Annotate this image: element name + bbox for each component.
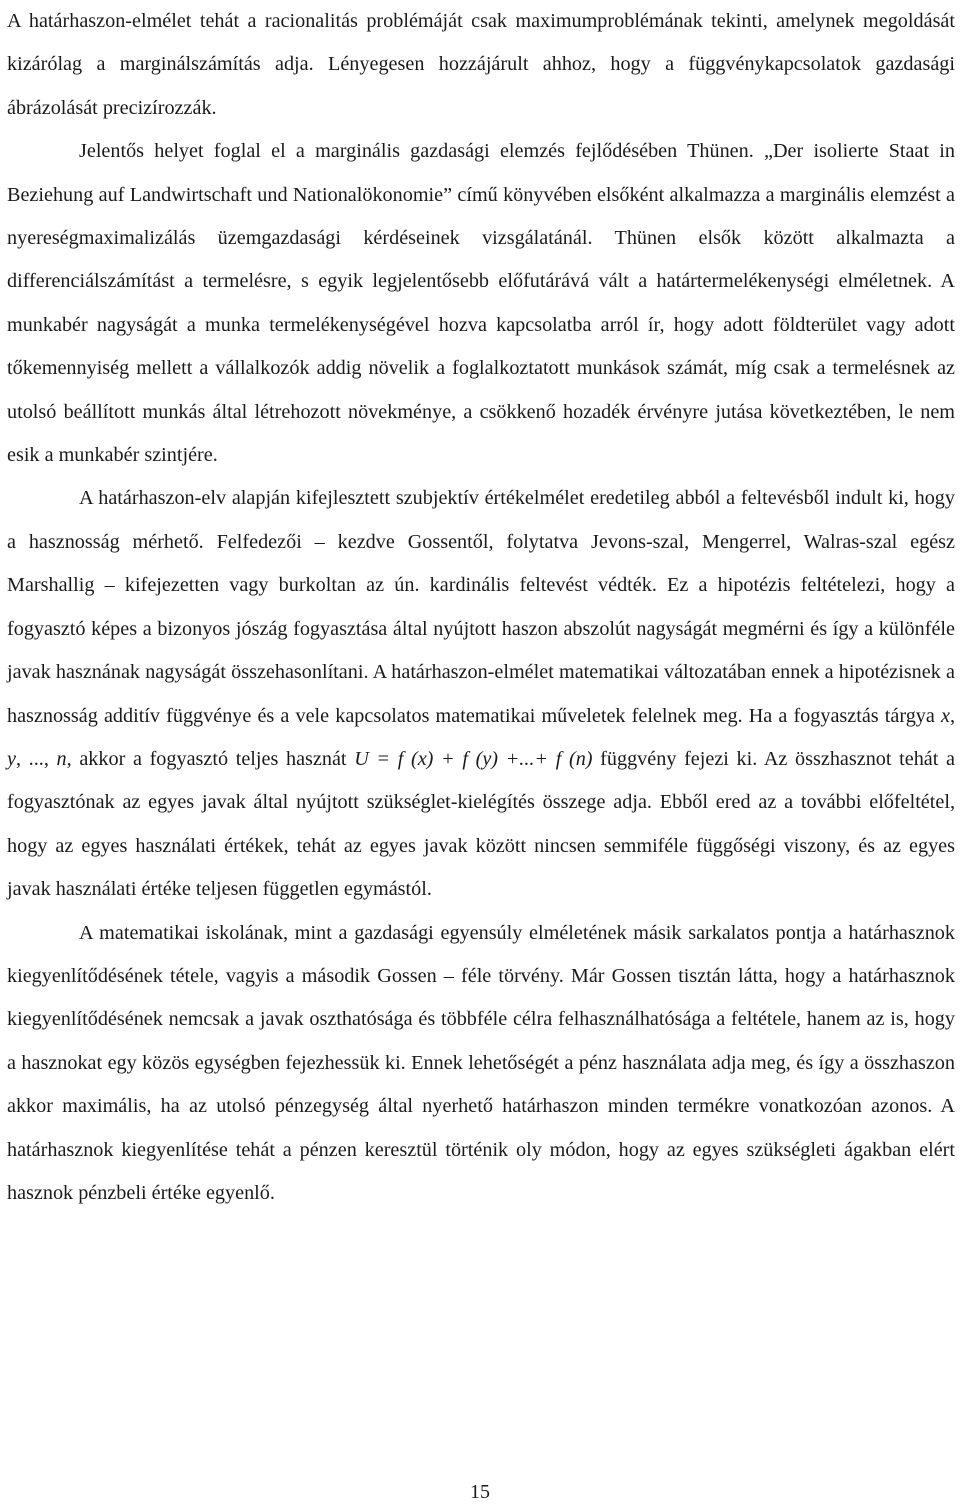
paragraph-text: ,	[949, 704, 955, 727]
math-text: y	[7, 747, 16, 770]
paragraph	[7, 912, 955, 1216]
paragraph	[7, 0, 955, 130]
math-text: U = f (x) + f (y) +...+ f (n)	[354, 747, 593, 770]
paragraph-text: függvény fejezi ki. Az összhasznot tehát a fogyasztónak az egyes javak által nyújtott szükséglet-kielégítés összege adja. Ebből ered az a további előfeltétel, hogy az egyes használati értékek, tehát az egyes javak között nincsen semmiféle függőségi viszony, és az egyes javak használati értéke teljesen független egymástól.	[7, 747, 956, 901]
document-body	[7, 0, 955, 1215]
paragraph-text: A határhaszon-elv alapján kifejlesztett szubjektív értékelmélet eredetileg abból a feltevésből indult ki, hogy a hasznosság mérhető. Felfedezői – kezdve Gossentől, folytatva Jevons-szal, Mengerrel, Walras-szal egész Marshallig – kifejezetten vagy burkoltan az ún. kardinális feltevést védték. Ez a hipotézis feltételezi, hogy a fogyasztó képes a bizonyos jószág fogyasztása által nyújtott haszon abszolút nagyságát megmérni és így a különféle javak hasznának nagyságát összehasonlítani. A határhaszon-elmélet matematikai változatában ennek a hipotézisnek a hasznosság additív függvénye és a vele kapcsolatos matematikai műveletek felelnek meg. Ha a fogyasztás tárgya	[7, 487, 955, 727]
paragraph-text: , ...,	[15, 747, 57, 770]
paragraph-text: A határhaszon-elmélet tehát a racionalitás problémáját csak maximumproblémának tekinti, amelynek megoldását kizárólag a marginálszámítás adja. Lényegesen hozzájárult ahhoz, hogy a függvénykapcsolatok gazdasági ábrázolását precizírozzák.	[7, 10, 955, 119]
math-text: n	[56, 747, 67, 770]
math-text: x	[940, 704, 950, 727]
paragraph-text: A matematikai iskolának, mint a gazdasági egyensúly elméletének másik sarkalatos pontja a határhasznok kiegyenlítődésének tétele, vagyis a második Gossen – féle törvény. Már Gossen tisztán látta, hogy a határhasznok kiegyenlítődésének nemcsak a javak oszthatósága és többféle célra felhasználhatósága a feltétele, hanem az is, hogy a hasznokat egy közös egységben fejezhessük ki. Ennek lehetőségét a pénz használata adja meg, és így a összhaszon akkor maximális, ha az utolsó pénzegység által nyerhető határhaszon minden termékre vonatkozóan azonos. A határhasznok kiegyenlítése tehát a pénzen keresztül történik oly módon, hogy az egyes szükségleti ágakban elért hasznok pénzbeli értéke egyenlő.	[7, 921, 955, 1204]
paragraph	[7, 477, 955, 911]
paragraph	[7, 130, 955, 477]
paragraph-text: , akkor a fogyasztó teljes hasznát	[66, 747, 355, 770]
page-number: 15	[470, 1481, 490, 1503]
paragraph-text: Jelentős helyet foglal el a marginális gazdasági elemzés fejlődésében Thünen. „Der isolierte Staat in Beziehung auf Landwirtschaft und Nationalökonomie” című könyvében elsőként alkalmazza a marginális elemzést a nyereségmaximalizálás üzemgazdasági kérdéseinek vizsgálatánál. Thünen elsők között alkalmazta a differenciálszámítást a termelésre, s egyik legjelentősebb előfutárává vált a határtermelékenységi elméletnek. A munkabér nagyságát a munka termelékenységével hozva kapcsolatba arról ír, hogy adott földterület vagy adott tőkemennyiség mellett a vállalkozók addig növelik a foglalkoztatott munkások számát, míg csak a termelésnek az utolsó beállított munkás által létrehozott növekménye, a csökkenő hozadék érvényre jutása következtében, le nem esik a munkabér szintjére.	[7, 140, 955, 467]
